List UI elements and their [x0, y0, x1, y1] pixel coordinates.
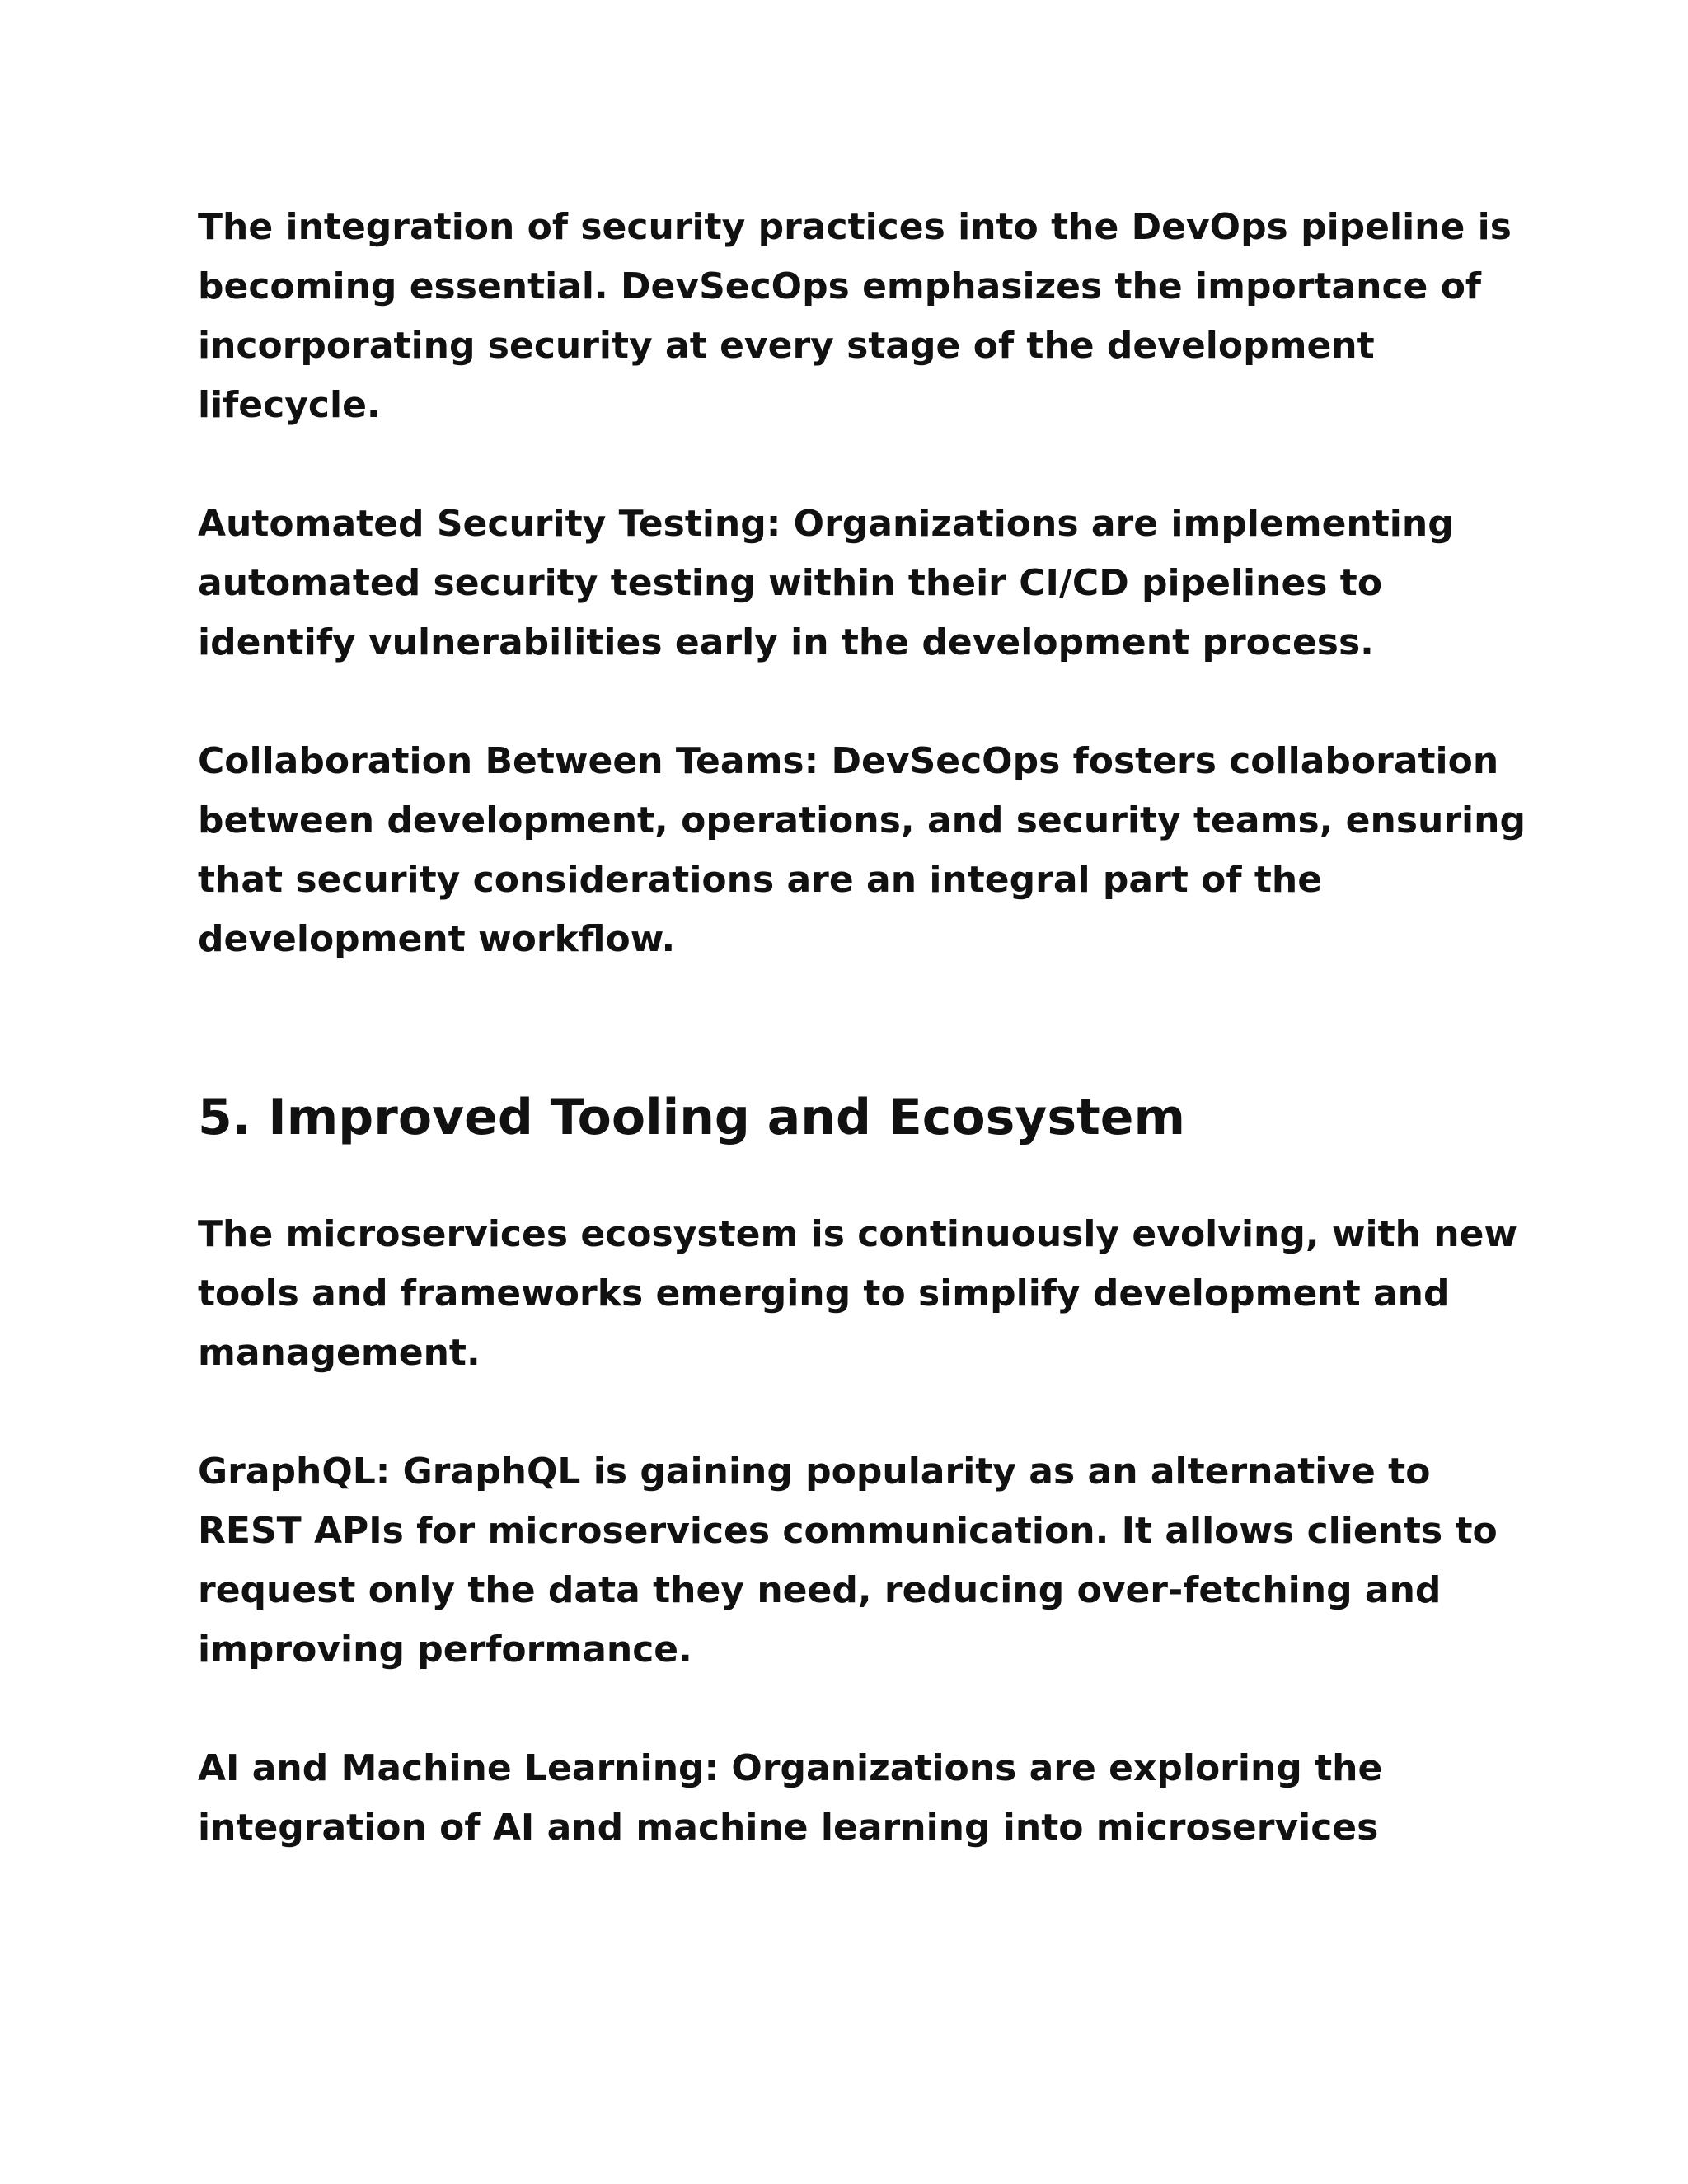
paragraph-spacer [198, 1680, 1533, 1739]
paragraph-ecosystem-intro: The microservices ecosystem is continuously evolving, with new tools and frameworks emerging to simplify development and management. [198, 1213, 1518, 1374]
document-content [198, 198, 1533, 1858]
paragraph-automated-security-testing: Automated Security Testing: Organizations are implementing automated security testing within their CI/CD pipelines to identify vulnerabilities early in the development process. [198, 503, 1454, 663]
paragraph-spacer [198, 673, 1533, 732]
paragraph-collaboration-between-teams: Collaboration Between Teams: DevSecOps fosters collaboration between development, operations, and security teams, ensuring that security considerations are an integral part of the development workflow. [198, 740, 1526, 960]
paragraph-graphql: GraphQL: GraphQL is gaining popularity as an alternative to REST APIs for microservices communication. It allows clients to request only the data they need, reducing over-fetching and improving performance. [198, 1451, 1498, 1671]
section-heading: 5. Improved Tooling and Ecosystem [198, 1089, 1186, 1146]
paragraph-devsecops-intro: The integration of security practices into the DevOps pipeline is becoming essential. DevSecOps emphasizes the importance of incorporating security at every stage of the development lifecycle. [198, 206, 1512, 426]
heading-spacer [198, 1151, 1533, 1205]
paragraph-spacer [198, 1383, 1533, 1442]
section-spacer [198, 969, 1533, 1085]
paragraph-spacer [198, 435, 1533, 494]
paragraph-ai-machine-learning: AI and Machine Learning: Organizations are exploring the integration of AI and machine learning into microservices [198, 1747, 1383, 1849]
